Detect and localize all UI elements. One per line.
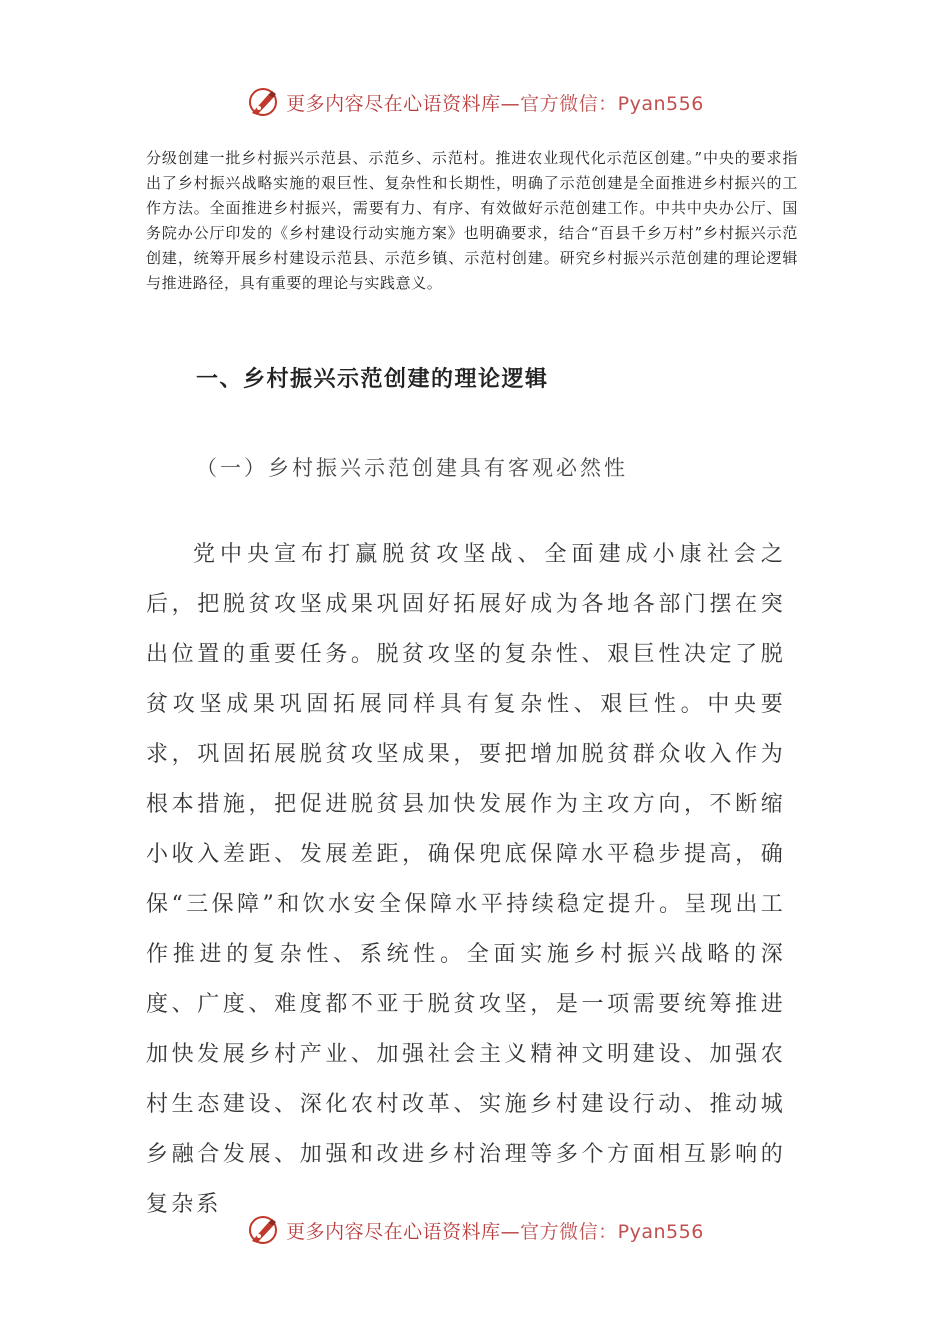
- header-watermark-banner: [0, 82, 950, 122]
- subsection-heading: （一）乡村振兴示范创建具有客观必然性: [196, 456, 628, 480]
- section-heading: 一、乡村振兴示范创建的理论逻辑: [196, 367, 549, 392]
- pen-nib-logo-icon: [246, 85, 280, 119]
- body-paragraph: 党中央宣布打赢脱贫攻坚战、全面建成小康社会之后，把脱贫攻坚成果巩固好拓展好成为各地各部门摆在突出位置的重要任务。脱贫攻坚的复杂性、艰巨性决定了脱贫攻坚成果巩固拓展同样具有复杂性、艰巨性。中央要求，巩固拓展脱贫攻坚成果，要把增加脱贫群众收入作为根本措施，把促进脱贫县加快发展作为主攻方向，不断缩小收入差距、发展差距，确保兜底保障水平稳步提高，确保“三保障”和饮水安全保障水平持续稳定提升。呈现出工作推进的复杂性、系统性。全面实施乡村振兴战略的深度、广度、难度都不亚于脱贫攻坚，是一项需要统筹推进加快发展乡村产业、加强社会主义精神文明建设、加强农村生态建设、深化农村改革、实施乡村建设行动、推动城乡融合发展、加强和改进乡村治理等多个方面相互影响的复杂系: [146, 542, 786, 1217]
- watermark-text: 更多内容尽在心语资料库—官方微信：Pyan556: [286, 92, 704, 115]
- intro-paragraph: 分级创建一批乡村振兴示范县、示范乡、示范村。推进农业现代化示范区创建。”中央的要求指出了乡村振兴战略实施的艰巨性、复杂性和长期性，明确了示范创建是全面推进乡村振兴的工作方法。全面推进乡村振兴，需要有力、有序、有效做好示范创建工作。中共中央办公厅、国务院办公厅印发的《乡村建设行动实施方案》也明确要求，结合“百县千乡万村”乡村振兴示范创建，统筹开展乡村建设示范县、示范乡镇、示范村创建。研究乡村振兴示范创建的理论逻辑与推进路径，具有重要的理论与实践意义。: [146, 149, 798, 292]
- footer-watermark-banner: [0, 1210, 950, 1250]
- watermark-text: 更多内容尽在心语资料库—官方微信：Pyan556: [286, 1220, 704, 1243]
- pen-nib-logo-icon: [246, 1213, 280, 1247]
